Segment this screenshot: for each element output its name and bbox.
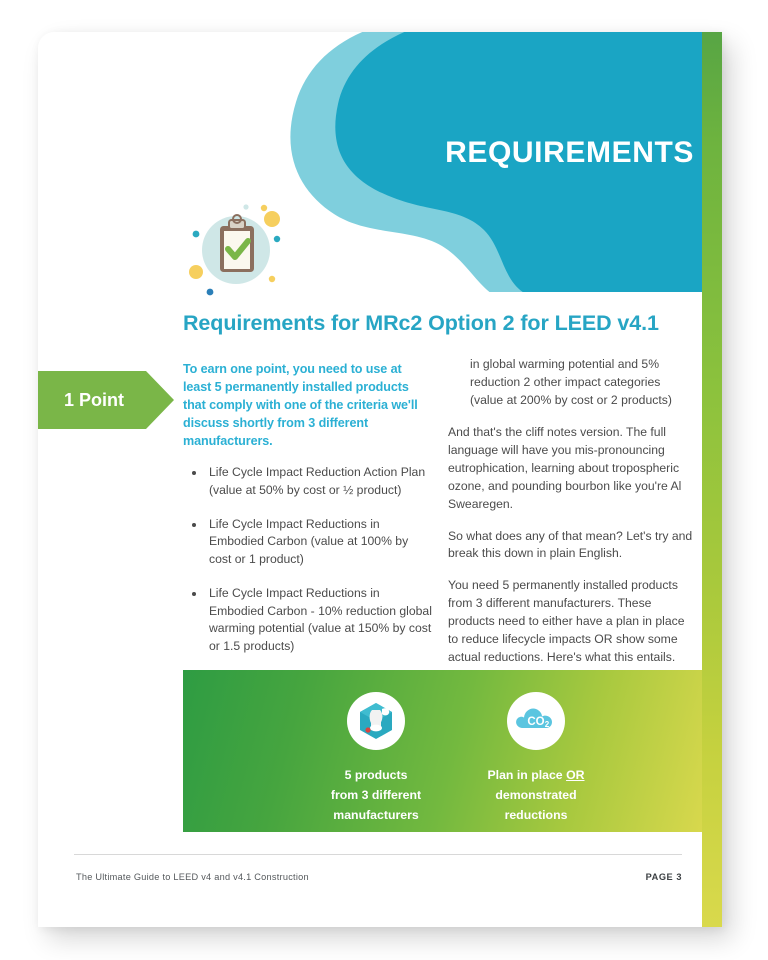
co2-cloud-icon (507, 692, 565, 750)
caption-line: Plan in place (487, 768, 567, 782)
caption-line: manufacturers (333, 807, 419, 822)
section-heading: Requirements for MRc2 Option 2 for LEED v4.1 (183, 311, 659, 335)
svg-text:2: 2 (544, 720, 550, 729)
list-item: Life Cycle Impact Reductions in Embodied Carbon - 10% reduction global warming potential (value at 150% by cost or 1.5 products) (183, 585, 433, 656)
right-content-column (448, 356, 696, 681)
banner-caption-plan (451, 766, 621, 826)
list-item: Life Cycle Impact Reduction Action Plan (value at 50% by cost or ½ product) (183, 464, 433, 499)
body-paragraph: And that's the cliff notes version. The full language will have you mis-pronouncing eutrophication, learning about tropospheric ozone, and pounding bourbon like you're Al Swearegen. (448, 424, 682, 511)
banner-caption-products (291, 766, 461, 826)
lead-paragraph: To earn one point, you need to use at least 5 permanently installed products that comply with one of the criteria we'll discuss shortly from 3 different manufacturers. (183, 362, 418, 448)
caption-line: 5 products (344, 768, 408, 782)
point-tab-label: 1 Point (63, 389, 124, 410)
svg-text:CO: CO (527, 716, 545, 728)
banner-item-products (291, 692, 461, 826)
summary-banner (183, 670, 702, 832)
point-value-tab (38, 371, 174, 429)
footer-page-number: PAGE 3 (645, 872, 682, 882)
caption-line: demonstrated (495, 787, 577, 802)
footer-divider (74, 854, 682, 855)
criteria-continuation-text: in global warming potential and 5% reduction 2 other impact categories (value at 200% by cost or 2 products) (470, 357, 672, 407)
body-paragraph: You need 5 permanently installed products from 3 different manufacturers. These products need to either have a plan in place to reduce lifecycle impacts OR show some actual reductions. Here's what this entails. (448, 578, 685, 665)
caption-line: reductions (504, 807, 568, 822)
caption-line: from 3 different (330, 787, 422, 802)
document-page-wrapper (38, 32, 722, 927)
footer-document-title: The Ultimate Guide to LEED v4 and v4.1 Construction (76, 872, 309, 882)
point-tab-arrow (146, 371, 174, 429)
clipboard-check-icon (180, 200, 292, 300)
banner-item-plan (451, 692, 621, 826)
list-item: Life Cycle Impact Reductions in Embodied Carbon (value at 100% by cost or 1 product) (183, 516, 433, 569)
product-hexagon-icon (347, 692, 405, 750)
document-page (38, 32, 722, 927)
caption-emphasis: OR (566, 768, 585, 782)
right-edge-gradient-stripe (702, 32, 722, 927)
left-content-column (183, 361, 433, 723)
body-paragraph: So what does any of that mean? Let's try and break this down in plain English. (448, 528, 693, 561)
page-title: REQUIREMENTS (445, 136, 694, 169)
